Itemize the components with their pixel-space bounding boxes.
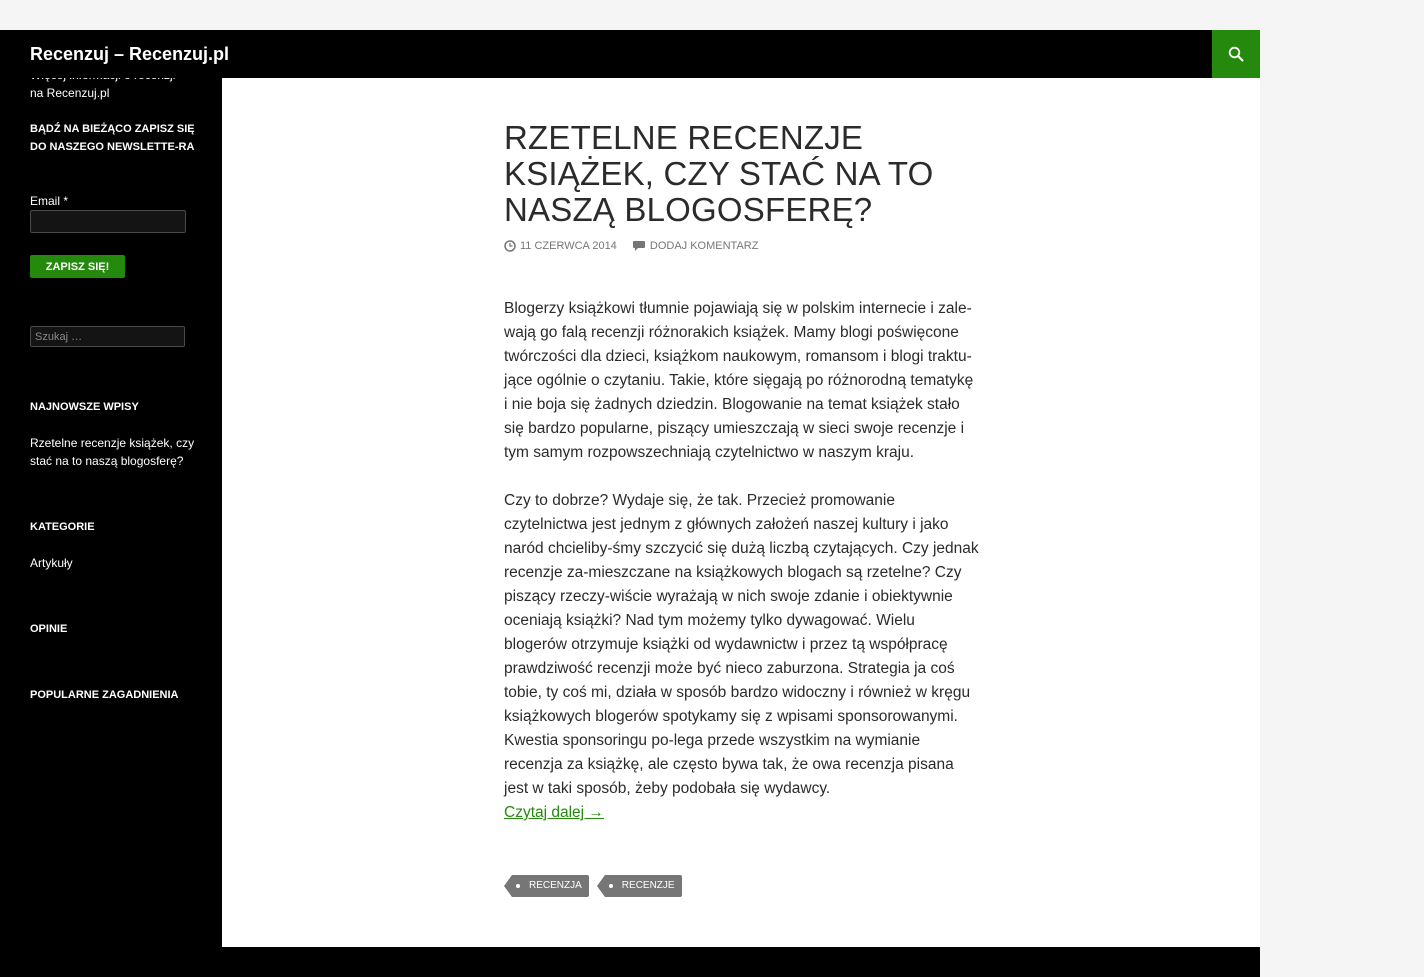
sidebar-search-input[interactable] [30,326,185,347]
post-date[interactable] [504,240,617,252]
post-meta [504,240,758,255]
comments-link-text: DODAJ KOMENTARZ [649,240,759,252]
post-paragraph-2: Czy to dobrze? Wydaje się, że tak. Przecież promowanie czytelnictwa jest jednym z głównych założeń naszej kultury i jako naród chcieliby-śmy szczycić się dużą liczbą czytających. Czy jednak recenzje za-mieszczane na książkowych blogach są rzetelne? Czy piszący rzeczy-wiście wyrażają w nich swoje zdanie i obiektywnie oceniają książki? Nad tym możemy tylko dywagować. Wielu blogerów otrzymuje książki od wydawnictw i przez tą współpracę prawdziwość recenzji może być nieco zaburzona. Strategia ja coś tobie, ty coś mi, działa w sposób bardzo widoczny i również w kręgu książkowych blogerów spotykamy się z wpisami sponsorowanymi. Kwestia sponsoringu po-lega przede wszystkim na wymianie recenzja za książkę, ale często bywa tak, że owa recenzja pisana jest w taki sposób, żeby podobała się wydawcy. [504,492,979,797]
sidebar [0,78,222,977]
site-title[interactable]: Recenzuj – Recenzuj.pl [30,44,230,64]
categories-title: KATEGORIE [30,521,95,533]
email-label-text: Email [30,194,61,208]
comments-link[interactable] [632,240,759,252]
recent-post-link[interactable]: Rzetelne recenzje książek, czy stać na to naszą blogosferę? [30,436,195,468]
clock-icon [504,240,516,252]
post-body [504,297,980,825]
newsletter-widget-title: BĄDŹ NA BIEŻĄCO ZAPISZ SIĘ DO NASZEGO NEWSLETTE-RA [30,123,195,153]
required-mark: * [63,194,69,208]
post-title[interactable]: RZETELNE RECENZJE KSIĄŻEK, CZY STAĆ NA TO NASZĄ BLOGOSFERĘ? [504,119,934,228]
newsletter-email-label [30,192,68,210]
tag-recenzja[interactable]: RECENZJA [512,875,589,897]
main-content [222,78,1260,947]
site-header [0,30,1260,78]
sidebar-intro-line2[interactable]: na Recenzuj.pl [30,86,110,100]
newsletter-submit-button[interactable]: ZAPISZ SIĘ! [30,255,125,278]
opinions-title: OPINIE [30,623,68,635]
post-date-text: 11 CZERWCA 2014 [520,240,617,252]
post-tags [504,875,682,897]
read-more-link[interactable]: Czytaj dalej → [504,804,604,821]
comment-icon [632,240,646,252]
recent-posts-title: NAJNOWSZE WPISY [30,401,139,413]
search-icon [1228,46,1244,62]
tag-recenzje[interactable]: RECENZJE [605,875,682,897]
popular-topics-title: POPULARNE ZAGADNIENIA [30,689,179,701]
newsletter-email-input[interactable] [30,210,186,233]
post-paragraph-1: Blogerzy książkowi tłumnie pojawiają się w polskim internecie i zale-wają go falą recenzji różnorakich książek. Mamy blogi poświęcone twórczości dla dzieci, książkom naukowym, romansom i blogi traktu-jące ogólnie o czytaniu. Takie, które sięgają po różnorodną tematykę i nie boja się żadnych dziedzin. Blogowanie na temat książek stało się bardzo popularne, piszący umieszczają w sieci swoje recenzje i tym samym rozpowszechniają czytelnictwo w naszym kraju. [504,300,974,461]
category-link[interactable]: Artykuły [30,556,73,570]
site-container [0,30,1260,977]
search-toggle-button[interactable] [1212,30,1260,78]
